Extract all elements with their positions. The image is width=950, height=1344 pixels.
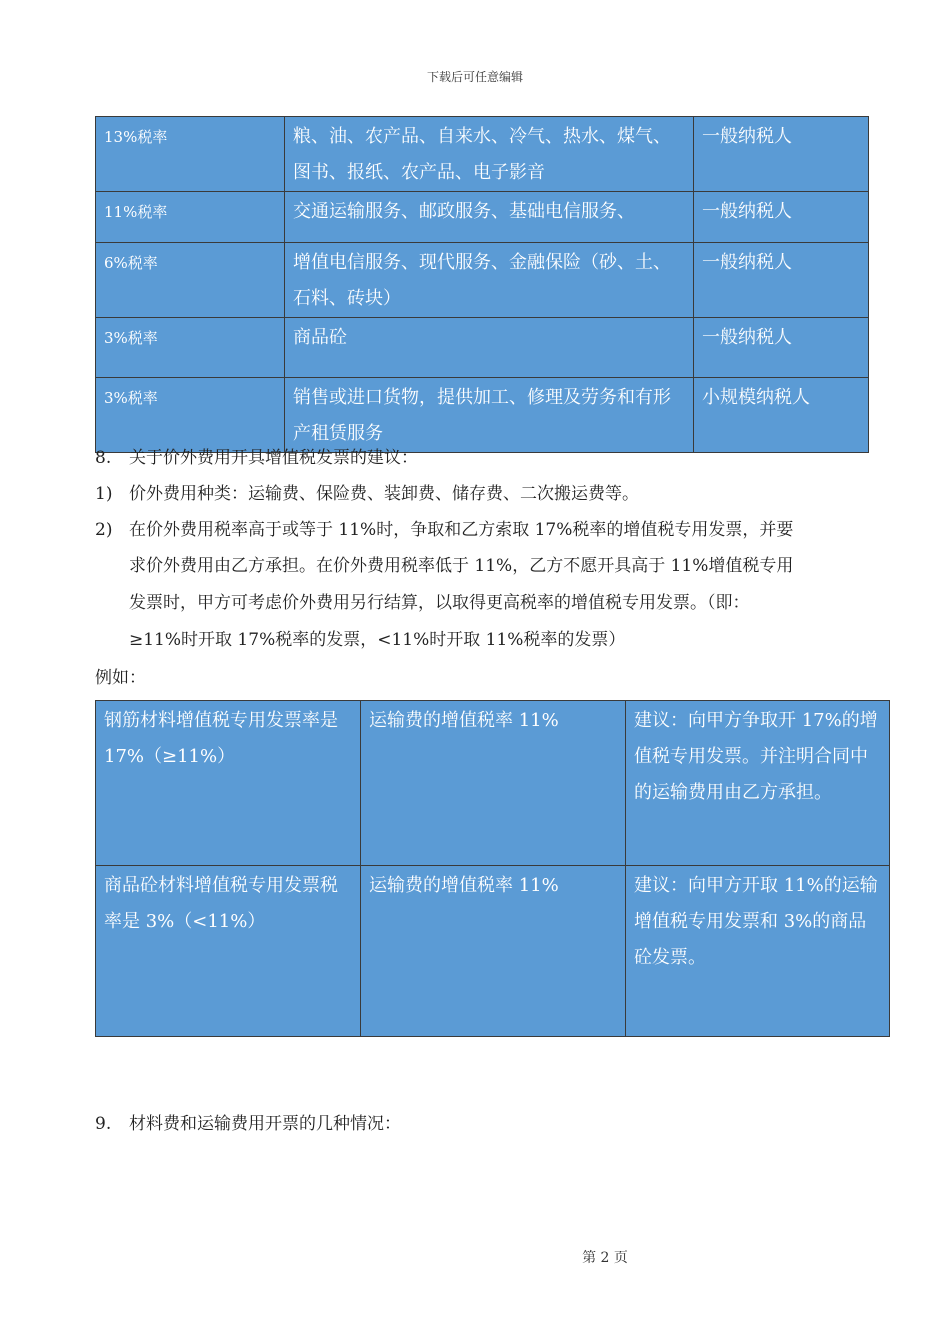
list-text-continued: 发票时，甲方可考虑价外费用另行结算，以取得更高税率的增值税专用发票。（即： [129,593,750,613]
list-text: 在价外费用税率高于或等于 11%时，争取和乙方索取 17%税率的增值税专用发票，并要 [129,520,794,540]
taxpayer-cell: 一般纳税人 [694,318,869,378]
page-footer [0,1247,950,1267]
list-number: 1) [95,484,113,504]
items-cell: 粮、油、农产品、自来水、冷气、热水、煤气、图书、报纸、农产品、电子影音 [285,117,694,192]
transport-cell: 运输费的增值税率 11% [361,866,626,1037]
material-cell: 商品砼材料增值税专用发票税率是 3%（<11%） [96,866,361,1037]
rate-cell: 13%税率 [96,117,285,192]
rate-cell: 3%税率 [96,378,285,453]
list-number: 2) [95,520,113,540]
items-cell: 商品砼 [285,318,694,378]
list-text-continued: ≥11%时开取 17%税率的发票，<11%时开取 11%税率的发票） [129,630,626,650]
section-number: 8. [95,448,112,468]
section-title: 材料费和运输费用开票的几种情况： [129,1114,401,1134]
list-item [95,512,865,548]
list-text-continued: 求价外费用由乙方承担。在价外费用税率低于 11%，乙方不愿开具高于 11%增值税专用 [129,556,794,576]
table-row [96,117,869,192]
tax-rate-table [95,116,869,453]
taxpayer-cell: 一般纳税人 [694,117,869,192]
table-row [96,701,890,866]
table-row [96,243,869,318]
taxpayer-cell: 一般纳税人 [694,243,869,318]
page-number: 第 2 页 [582,1250,628,1266]
section-number: 9. [95,1114,112,1134]
table-row [96,192,869,243]
advice-cell: 建议：向甲方争取开 17%的增值税专用发票。并注明合同中的运输费用由乙方承担。 [626,701,890,866]
items-cell: 交通运输服务、邮政服务、基础电信服务、 [285,192,694,243]
table-row [96,866,890,1037]
rate-cell: 11%税率 [96,192,285,243]
taxpayer-cell: 小规模纳税人 [694,378,869,453]
items-cell: 销售或进口货物，提供加工、修理及劳务和有形产租赁服务 [285,378,694,453]
page-header: 下载后可任意编辑 [426,70,523,84]
items-cell: 增值电信服务、现代服务、金融保险（砂、土、石料、砖块） [285,243,694,318]
section-title: 关于价外费用开具增值税发票的建议： [129,448,418,468]
example-label: 例如： [95,668,146,688]
section-8-heading [95,440,865,476]
advice-cell: 建议：向甲方开取 11%的运输增值税专用发票和 3%的商品砼发票。 [626,866,890,1037]
table-row [96,318,869,378]
rate-cell: 3%税率 [96,318,285,378]
example-table [95,700,890,1037]
rate-cell: 6%税率 [96,243,285,318]
taxpayer-cell: 一般纳税人 [694,192,869,243]
list-text: 价外费用种类：运输费、保险费、装卸费、储存费、二次搬运费等。 [129,484,639,504]
material-cell: 钢筋材料增值税专用发票率是 17%（≥11%） [96,701,361,866]
section-9-heading [95,1106,865,1142]
transport-cell: 运输费的增值税率 11% [361,701,626,866]
list-item [95,476,865,512]
